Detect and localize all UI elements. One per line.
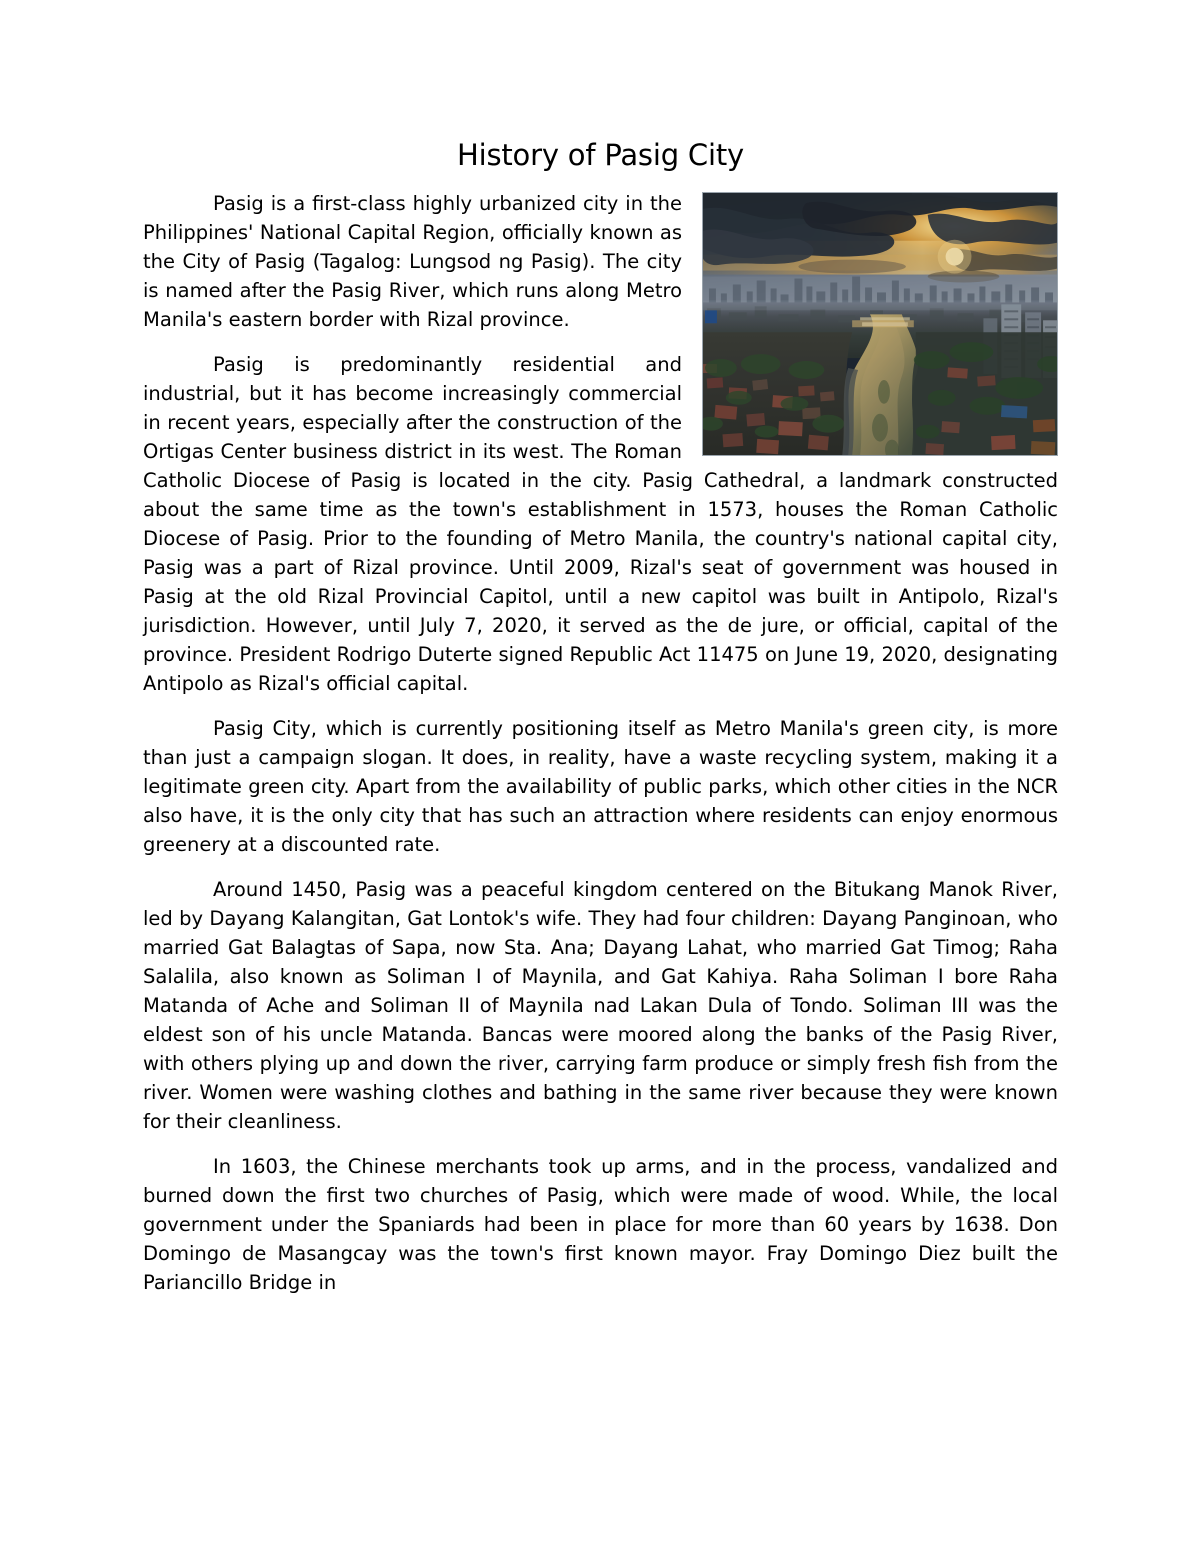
paragraph-green-city: Pasig City, which is currently positioning itself as Metro Manila's green city, is more than just a campaign slogan. It does, in reality, have a waste recycling system, making it a legitimate green city. Apart from the availability of public parks, which other cities in the NCR also have, it is the only city that has such an attraction where residents can enjoy enormous greenery at a discounted rate. [143, 717, 1058, 857]
page-title: History of Pasig City [457, 138, 744, 172]
paragraph-intro: Pasig is a first-class highly urbanized city in the Philippines' National Capital Region, officially known as the City of Pasig (Tagalog: Lungsod ng Pasig). The city is named after the Pasig River, which runs along Metro Manila's eastern border with Rizal province. [143, 192, 682, 332]
pasig-city-aerial-photo [702, 192, 1058, 456]
document-body [143, 138, 1058, 1297]
paragraph-1603-chinese-merchants: In 1603, the Chinese merchants took up arms, and in the process, vandalized and burned down the first two churches of Pasig, which were made of wood. While, the local government under the Spaniards had been in place for more than 60 years by 1638. Don Domingo de Masangcay was the town's first known mayor. Fray Domingo Diez built the Pariancillo Bridge in [143, 1155, 1058, 1295]
aerial-cityscape-illustration [703, 193, 1057, 456]
paragraph-commercial-history: Pasig is predominantly residential and industrial, but it has become increasingly commercial in recent years, especially after the construction of the Ortigas Center business district in its west. The Roman Catholic Diocese of Pasig is located in the city. Pasig Cathedral, a landmark constructed about the same time as the town's establishment in 1573, houses the Roman Catholic Diocese of Pasig. Prior to the founding of Metro Manila, the country's national capital city, Pasig was a part of Rizal province. Until 2009, Rizal's seat of government was housed in Pasig at the old Rizal Provincial Capitol, until a new capitol was built in Antipolo, Rizal's jurisdiction. However, until July 7, 2020, it served as the de jure, or official, capital of the province. President Rodrigo Duterte signed Republic Act 11475 on June 19, 2020, designating Antipolo as Rizal's official capital. [143, 353, 1058, 696]
paragraph-1450-kingdom: Around 1450, Pasig was a peaceful kingdom centered on the Bitukang Manok River, led by Dayang Kalangitan, Gat Lontok's wife. They had four children: Dayang Panginoan, who married Gat Balagtas of Sapa, now Sta. Ana; Dayang Lahat, who married Gat Timog; Raha Salalila, also known as Soliman I of Maynila, and Gat Kahiya. Raha Soliman I bore Raha Matanda of Ache and Soliman II of Maynila nad Lakan Dula of Tondo. Soliman III was the eldest son of his uncle Matanda. Bancas were moored along the banks of the Pasig River, with others plying up and down the river, carrying farm produce or simply fresh fish from the river. Women were washing clothes and bathing in the same river because they were known for their cleanliness. [143, 878, 1058, 1134]
